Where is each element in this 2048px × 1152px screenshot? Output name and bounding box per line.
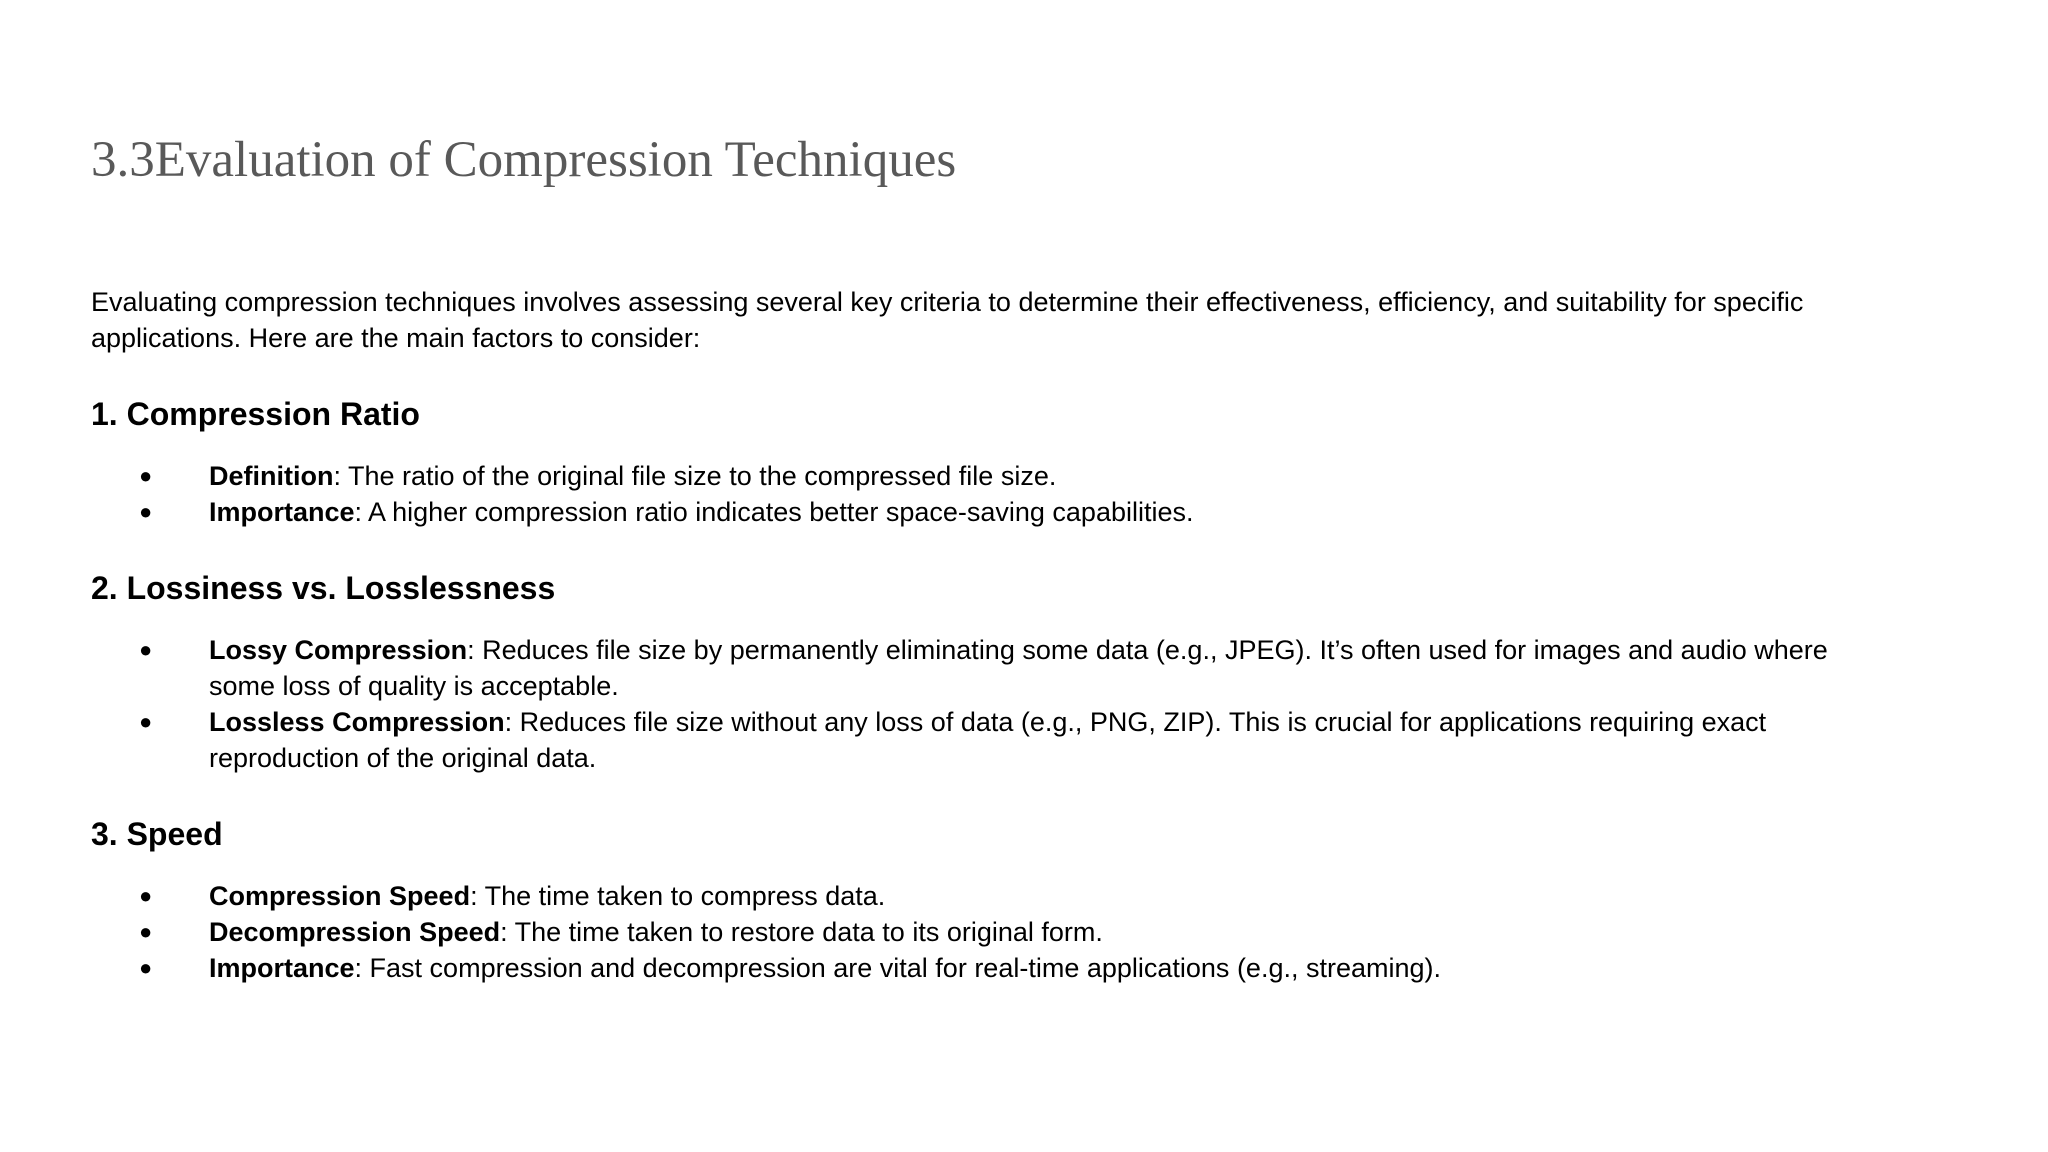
bullet-list xyxy=(91,878,1971,986)
intro-paragraph: Evaluating compression techniques involves assessing several key criteria to determine their effectiveness, efficiency, and suitability for specific applications. Here are the main factors to consider: xyxy=(91,287,1804,353)
list-item xyxy=(91,632,1891,704)
bullet-list xyxy=(91,458,1971,530)
term-label: Importance xyxy=(209,497,355,527)
section-heading: 2. Lossiness vs. Losslessness xyxy=(91,570,556,606)
bullet-icon: ● xyxy=(139,919,153,944)
section-heading: 1. Compression Ratio xyxy=(91,396,420,432)
list-item xyxy=(91,458,1891,494)
list-item xyxy=(91,494,1891,530)
term-description: : The ratio of the original file size to the compressed file size. xyxy=(333,461,1057,491)
term-description: : Reduces file size without any loss of data (e.g., PNG, ZIP). This is crucial for applications requiring exact reproduction of the original data. xyxy=(209,707,1767,773)
section-compression-ratio xyxy=(91,394,1971,530)
list-item xyxy=(91,878,1891,914)
bullet-icon: ● xyxy=(139,955,153,980)
term-description: : The time taken to compress data. xyxy=(470,881,886,911)
bullet-icon: ● xyxy=(139,637,153,662)
section-heading: 3. Speed xyxy=(91,816,223,852)
section-lossiness xyxy=(91,568,1971,776)
term-description: : A higher compression ratio indicates better space-saving capabilities. xyxy=(354,497,1194,527)
bullet-icon: ● xyxy=(139,883,153,908)
term-label: Importance xyxy=(209,953,355,983)
term-description: : Reduces file size by permanently eliminating some data (e.g., JPEG). It’s often used for images and audio where some loss of quality is acceptable. xyxy=(209,635,1828,701)
term-description: : The time taken to restore data to its original form. xyxy=(500,917,1103,947)
term-label: Definition xyxy=(209,461,334,491)
bullet-icon: ● xyxy=(139,463,153,488)
term-label: Compression Speed xyxy=(209,881,471,911)
bullet-list xyxy=(91,632,1971,776)
bullet-icon: ● xyxy=(139,709,153,734)
term-label: Lossy Compression xyxy=(209,635,468,665)
list-item xyxy=(91,914,1891,950)
document-body xyxy=(91,284,1971,986)
bullet-icon: ● xyxy=(139,499,153,524)
term-description: : Fast compression and decompression are vital for real-time applications (e.g., streaming). xyxy=(354,953,1442,983)
term-label: Decompression Speed xyxy=(209,917,501,947)
page-title: 3.3Evaluation of Compression Techniques xyxy=(91,132,957,188)
section-speed xyxy=(91,814,1971,986)
list-item xyxy=(91,704,1891,776)
term-label: Lossless Compression xyxy=(209,707,505,737)
list-item xyxy=(91,950,1891,986)
